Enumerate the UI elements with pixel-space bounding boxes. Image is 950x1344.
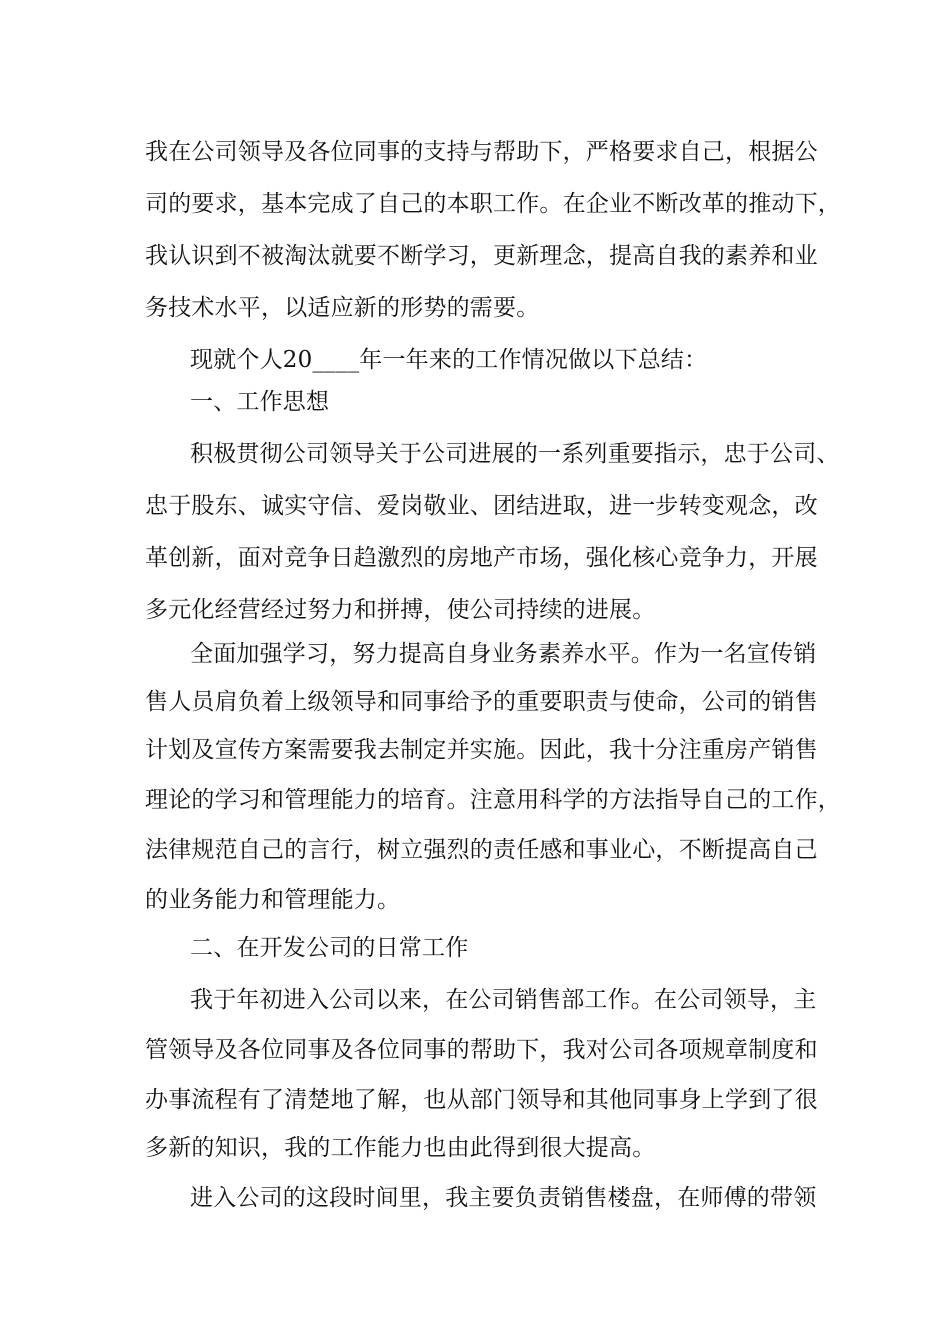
body-line: 售人员肩负着上级领导和同事给予的重要职责与使命，公司的销售: [145, 689, 818, 715]
body-line: 我于年初进入公司以来，在公司销售部工作。在公司领导，主: [190, 987, 817, 1013]
body-line: 革创新，面对竞争日趋激烈的房地产市场，强化核心竞争力，开展: [145, 545, 818, 571]
summary-intro-line: 现就个人20____年一年来的工作情况做以下总结：: [190, 347, 708, 373]
body-line: 计划及宣传方案需要我去制定并实施。因此，我十分注重房产销售: [145, 737, 818, 763]
body-line: 法律规范自己的言行，树立强烈的责任感和事业心，不断提高自己: [145, 837, 818, 863]
body-line: 司的要求，基本完成了自己的本职工作。在企业不断改革的推动下，: [145, 191, 841, 217]
body-line: 忠于股东、诚实守信、爱岗敬业、团结进取，进一步转变观念，改: [145, 493, 818, 519]
body-line: 全面加强学习，努力提高自身业务素养水平。作为一名宣传销: [190, 641, 817, 667]
body-line: 多新的知识，我的工作能力也由此得到很大提高。: [145, 1135, 656, 1161]
body-line: 积极贯彻公司领导关于公司进展的一系列重要指示，忠于公司、: [190, 441, 840, 467]
body-line: 进入公司的这段时间里，我主要负责销售楼盘，在师傅的带领: [190, 1185, 817, 1211]
body-line: 理论的学习和管理能力的培育。注意用科学的方法指导自己的工作，: [145, 787, 841, 813]
body-line: 的业务能力和管理能力。: [145, 887, 401, 913]
body-line: 务技术水平，以适应新的形势的需要。: [145, 295, 540, 321]
section-heading-1: 一、工作思想: [190, 389, 330, 415]
body-line: 办事流程有了清楚地了解，也从部门领导和其他同事身上学到了很: [145, 1087, 818, 1113]
body-line: 我认识到不被淘汰就要不断学习，更新理念，提高自我的素养和业: [145, 243, 818, 269]
body-line: 管领导及各位同事及各位同事的帮助下，我对公司各项规章制度和: [145, 1037, 818, 1063]
section-heading-2: 二、在开发公司的日常工作: [190, 935, 469, 961]
body-line: 我在公司领导及各位同事的支持与帮助下，严格要求自己，根据公: [145, 139, 818, 165]
body-line: 多元化经营经过努力和拼搏，使公司持续的进展。: [145, 597, 656, 623]
